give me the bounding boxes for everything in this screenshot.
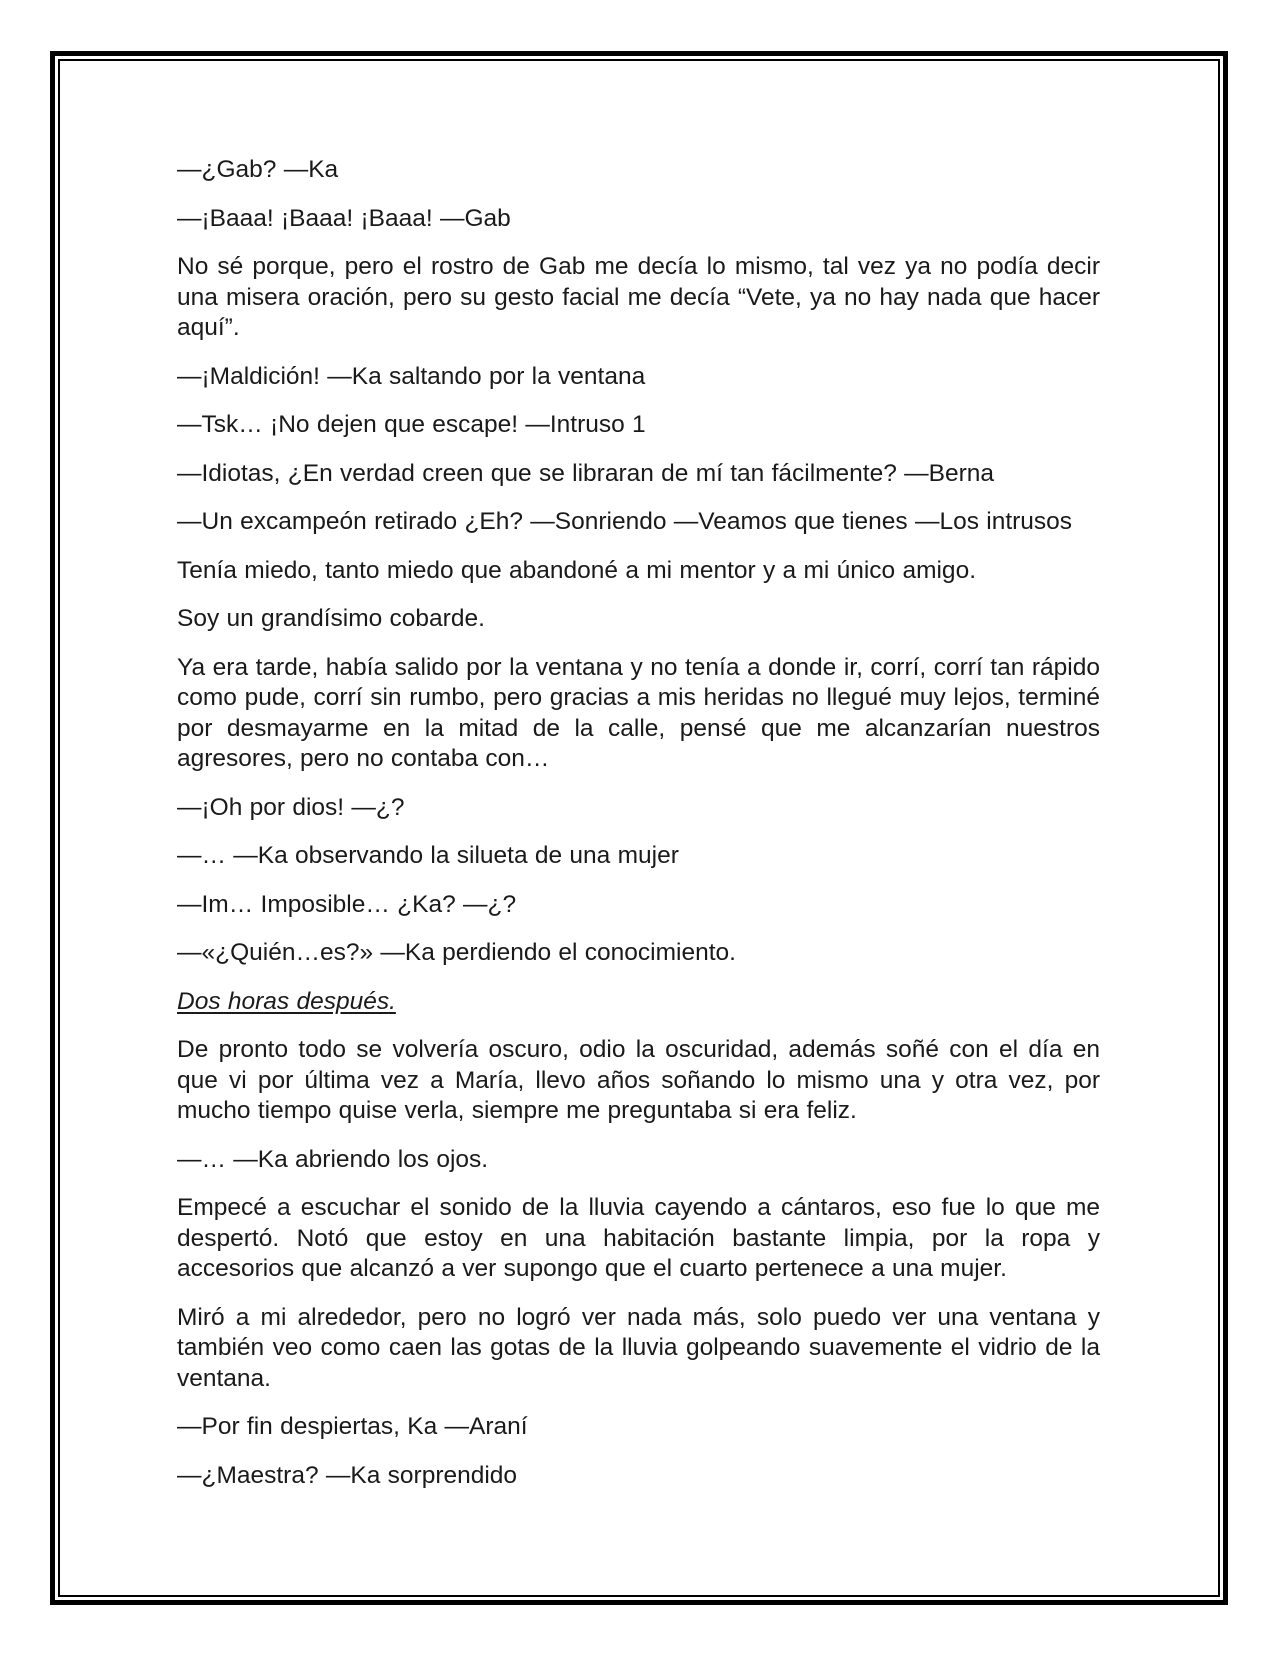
paragraph: No sé porque, pero el rostro de Gab me decía lo mismo, tal vez ya no podía decir una misera oración, pero su gesto facial me decía “Vete, ya no hay nada que hacer aquí”. [177,253,1100,341]
paragraph: Soy un grandísimo cobarde. [177,605,485,632]
paragraph: —Un excampeón retirado ¿Eh? —Sonriendo —Veamos que tienes —Los intrusos [177,508,1073,535]
scene-break-heading: Dos horas después. [177,987,396,1015]
paragraph: —¡Maldición! —Ka saltando por la ventana [177,362,646,390]
paragraph: —Por fin despiertas, Ka —Araní [177,1413,528,1440]
paragraph: —¡Baaa! ¡Baaa! ¡Baaa! —Gab [177,204,511,232]
paragraph: Empecé a escuchar el sonido de la lluvia cayendo a cántaros, eso fue lo que me despertó. Notó que estoy en una habitación bastante limpia, por la ropa y accesorios que alcanzó a ver supongo que el cuarto pertenece a una mujer. [177,1194,1100,1282]
paragraph: —¡Oh por dios! —¿? [177,793,405,821]
page-border-frame [50,51,1228,1605]
paragraph: —Idiotas, ¿En verdad creen que se libraran de mí tan fácilmente? —Berna [177,459,995,487]
paragraph: —Tsk… ¡No dejen que escape! —Intruso 1 [177,411,646,438]
paragraph: Miró a mi alrededor, pero no logró ver nada más, solo puedo ver una ventana y también veo como caen las gotas de la lluvia golpeando suavemente el vidrio de la ventana. [177,1303,1100,1392]
paragraph: —«¿Quién…es?» —Ka perdiendo el conocimiento. [177,939,736,966]
document-body [60,61,1218,1595]
page-border-inner-line [58,59,1220,1597]
paragraph: Ya era tarde, había salido por la ventana y no tenía a donde ir, corrí, corrí tan rápido como pude, corrí sin rumbo, pero gracias a mis heridas no llegué muy lejos, terminé por desmayarme en la mitad de la calle, pensé que me alcanzarían nuestros agresores, pero no contaba con… [177,653,1100,772]
paragraph: —¿Maestra? —Ka sorprendido [177,1461,518,1489]
paragraph: —… —Ka abriendo los ojos. [177,1145,489,1173]
paragraph: Tenía miedo, tanto miedo que abandoné a mi mentor y a mi único amigo. [177,556,976,584]
paragraph: —Im… Imposible… ¿Ka? —¿? [177,890,517,918]
paragraph: —¿Gab? —Ka [177,156,339,183]
paragraph: De pronto todo se volvería oscuro, odio la oscuridad, además soñé con el día en que vi por última vez a María, llevo años soñando lo mismo una y otra vez, por mucho tiempo quise verla, siempre me preguntaba si era feliz. [177,1036,1100,1124]
paragraph: —… —Ka observando la silueta de una mujer [177,842,679,869]
